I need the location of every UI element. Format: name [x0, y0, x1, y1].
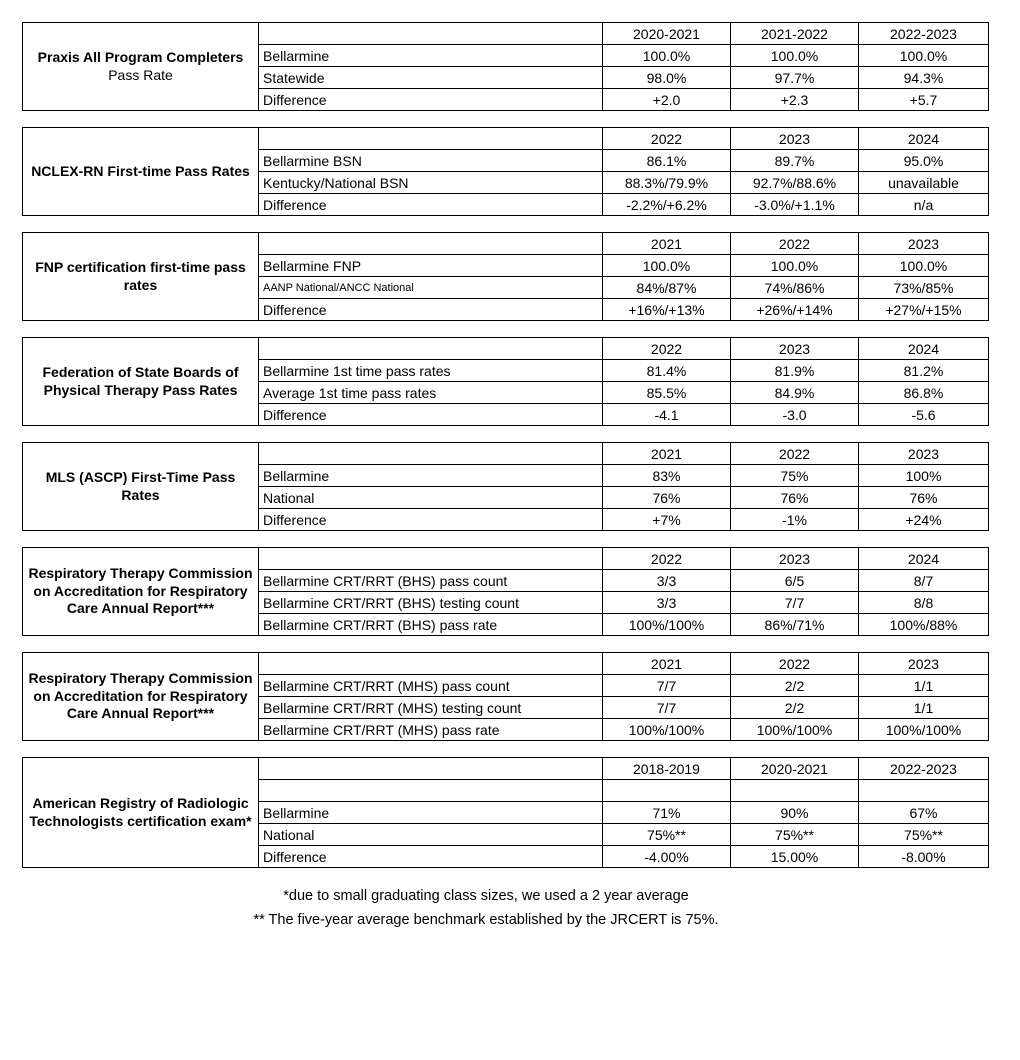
data-cell: +16%/+13% — [603, 299, 731, 321]
year-header: 2023 — [859, 653, 989, 675]
year-header: 2022-2023 — [859, 758, 989, 780]
block-label — [23, 23, 259, 111]
data-cell: 89.7% — [731, 150, 859, 172]
data-cell: 3/3 — [603, 592, 731, 614]
data-cell: 81.4% — [603, 360, 731, 382]
table-row — [23, 653, 989, 675]
data-cell: 100%/100% — [603, 719, 731, 741]
year-header: 2021 — [603, 653, 731, 675]
table-respiratory-therapy-bhs — [22, 547, 989, 636]
data-cell: 88.3%/79.9% — [603, 172, 731, 194]
data-cell: 100%/100% — [731, 719, 859, 741]
data-cell: 75%** — [731, 824, 859, 846]
row-label: Bellarmine CRT/RRT (MHS) pass count — [259, 675, 603, 697]
row-label: Difference — [259, 89, 603, 111]
data-cell: 1/1 — [859, 697, 989, 719]
data-cell: 100% — [859, 465, 989, 487]
table-nclex-rn-pass-rates — [22, 127, 989, 216]
row-label: Statewide — [259, 67, 603, 89]
data-cell: 84.9% — [731, 382, 859, 404]
empty-cell — [259, 653, 603, 675]
row-label: Kentucky/National BSN — [259, 172, 603, 194]
data-cell: 90% — [731, 802, 859, 824]
block-label: MLS (ASCP) First-Time Pass Rates — [23, 443, 259, 531]
data-cell: 100.0% — [603, 255, 731, 277]
row-label: Bellarmine CRT/RRT (BHS) pass count — [259, 570, 603, 592]
row-label: Bellarmine FNP — [259, 255, 603, 277]
data-cell: 83% — [603, 465, 731, 487]
year-header: 2021 — [603, 233, 731, 255]
data-cell: 81.2% — [859, 360, 989, 382]
data-cell: 86.8% — [859, 382, 989, 404]
row-label: Bellarmine CRT/RRT (MHS) testing count — [259, 697, 603, 719]
year-header: 2022-2023 — [859, 23, 989, 45]
data-cell: 76% — [731, 487, 859, 509]
data-cell: 95.0% — [859, 150, 989, 172]
data-cell: n/a — [859, 194, 989, 216]
table-row — [23, 23, 989, 45]
year-header: 2018-2019 — [603, 758, 731, 780]
data-cell: 94.3% — [859, 67, 989, 89]
data-cell: +7% — [603, 509, 731, 531]
row-label: Bellarmine — [259, 45, 603, 67]
empty-cell — [259, 233, 603, 255]
data-cell: 100%/88% — [859, 614, 989, 636]
year-header: 2020-2021 — [731, 758, 859, 780]
data-cell: -5.6 — [859, 404, 989, 426]
table-respiratory-therapy-mhs — [22, 652, 989, 741]
table-mls-ascp-pass-rates — [22, 442, 989, 531]
table-praxis-pass-rate — [22, 22, 989, 111]
table-row — [23, 443, 989, 465]
data-cell: 2/2 — [731, 675, 859, 697]
data-cell: 100.0% — [859, 255, 989, 277]
data-cell: -3.0 — [731, 404, 859, 426]
data-cell: 1/1 — [859, 675, 989, 697]
year-header: 2022 — [731, 233, 859, 255]
empty-cell — [259, 548, 603, 570]
table-row — [23, 128, 989, 150]
data-cell: 6/5 — [731, 570, 859, 592]
data-cell: 97.7% — [731, 67, 859, 89]
data-cell: 7/7 — [603, 697, 731, 719]
block-label-regular: Pass Rate — [108, 66, 173, 83]
empty-cell — [603, 780, 731, 802]
row-label: Bellarmine CRT/RRT (BHS) testing count — [259, 592, 603, 614]
data-cell: 100.0% — [731, 255, 859, 277]
data-cell: 86.1% — [603, 150, 731, 172]
year-header: 2023 — [731, 128, 859, 150]
table-physical-therapy-pass-rates — [22, 337, 989, 426]
year-header: 2022 — [603, 548, 731, 570]
row-label: Difference — [259, 404, 603, 426]
data-cell: 7/7 — [731, 592, 859, 614]
year-header: 2022 — [731, 443, 859, 465]
row-label: National — [259, 487, 603, 509]
data-cell: 74%/86% — [731, 277, 859, 299]
data-cell: 75%** — [859, 824, 989, 846]
footnotes — [22, 884, 990, 933]
block-label: Federation of State Boards of Physical Therapy Pass Rates — [23, 338, 259, 426]
row-label: Bellarmine BSN — [259, 150, 603, 172]
data-cell: 75% — [731, 465, 859, 487]
row-label: Difference — [259, 299, 603, 321]
year-header: 2021 — [603, 443, 731, 465]
empty-cell — [859, 780, 989, 802]
data-cell: 81.9% — [731, 360, 859, 382]
empty-cell — [259, 758, 603, 780]
year-header: 2023 — [859, 233, 989, 255]
row-label: AANP National/ANCC National — [259, 277, 603, 299]
year-header: 2022 — [603, 128, 731, 150]
row-label: Bellarmine — [259, 465, 603, 487]
row-label: Difference — [259, 509, 603, 531]
data-cell: 100%/100% — [603, 614, 731, 636]
year-header: 2020-2021 — [603, 23, 731, 45]
data-cell: -4.1 — [603, 404, 731, 426]
data-cell: -8.00% — [859, 846, 989, 868]
year-header: 2024 — [859, 338, 989, 360]
row-label: Average 1st time pass rates — [259, 382, 603, 404]
data-cell: 98.0% — [603, 67, 731, 89]
footnote-1: *due to small graduating class sizes, we used a 2 year average — [283, 888, 689, 904]
empty-cell — [731, 780, 859, 802]
data-cell: +26%/+14% — [731, 299, 859, 321]
data-cell: 100%/100% — [859, 719, 989, 741]
data-cell: 15.00% — [731, 846, 859, 868]
data-cell: 76% — [859, 487, 989, 509]
data-cell: unavailable — [859, 172, 989, 194]
row-label: Bellarmine CRT/RRT (MHS) pass rate — [259, 719, 603, 741]
data-cell: -1% — [731, 509, 859, 531]
data-cell: 100.0% — [603, 45, 731, 67]
year-header: 2023 — [731, 338, 859, 360]
year-header: 2024 — [859, 128, 989, 150]
row-label: Bellarmine CRT/RRT (BHS) pass rate — [259, 614, 603, 636]
data-cell: +2.3 — [731, 89, 859, 111]
block-label: FNP certification first-time pass rates — [23, 233, 259, 321]
empty-cell — [259, 128, 603, 150]
year-header: 2022 — [731, 653, 859, 675]
block-label: Respiratory Therapy Commission on Accreditation for Respiratory Care Annual Report*** — [23, 548, 259, 636]
row-label: National — [259, 824, 603, 846]
data-cell: 67% — [859, 802, 989, 824]
data-cell: 100.0% — [731, 45, 859, 67]
data-cell: 3/3 — [603, 570, 731, 592]
empty-cell — [259, 338, 603, 360]
block-label: American Registry of Radiologic Technologists certification exam* — [23, 758, 259, 868]
data-cell: 8/8 — [859, 592, 989, 614]
data-cell: 7/7 — [603, 675, 731, 697]
data-cell: 76% — [603, 487, 731, 509]
year-header: 2021-2022 — [731, 23, 859, 45]
empty-cell — [259, 23, 603, 45]
data-cell: -4.00% — [603, 846, 731, 868]
empty-cell — [259, 443, 603, 465]
block-label: NCLEX-RN First-time Pass Rates — [23, 128, 259, 216]
row-label: Difference — [259, 846, 603, 868]
data-cell: 73%/85% — [859, 277, 989, 299]
table-row — [23, 233, 989, 255]
data-cell: 86%/71% — [731, 614, 859, 636]
data-cell: +27%/+15% — [859, 299, 989, 321]
footnote-2: ** The five-year average benchmark established by the JRCERT is 75%. — [253, 912, 719, 929]
data-cell: +2.0 — [603, 89, 731, 111]
table-row — [23, 548, 989, 570]
table-row — [23, 338, 989, 360]
data-cell: 84%/87% — [603, 277, 731, 299]
empty-cell — [259, 780, 603, 802]
table-fnp-certification-pass-rates — [22, 232, 989, 321]
row-label: Difference — [259, 194, 603, 216]
data-cell: 75%** — [603, 824, 731, 846]
table-arrt-certification-exam — [22, 757, 989, 868]
data-cell: -2.2%/+6.2% — [603, 194, 731, 216]
block-label: Respiratory Therapy Commission on Accreditation for Respiratory Care Annual Report*** — [23, 653, 259, 741]
data-cell: 8/7 — [859, 570, 989, 592]
year-header: 2023 — [859, 443, 989, 465]
data-cell: 2/2 — [731, 697, 859, 719]
data-cell: +5.7 — [859, 89, 989, 111]
block-label-bold: Praxis All Program Completers — [37, 49, 244, 65]
data-cell: -3.0%/+1.1% — [731, 194, 859, 216]
data-cell: 100.0% — [859, 45, 989, 67]
year-header: 2023 — [731, 548, 859, 570]
data-cell: +24% — [859, 509, 989, 531]
year-header: 2022 — [603, 338, 731, 360]
row-label: Bellarmine — [259, 802, 603, 824]
year-header: 2024 — [859, 548, 989, 570]
table-row — [23, 758, 989, 780]
data-cell: 85.5% — [603, 382, 731, 404]
row-label: Bellarmine 1st time pass rates — [259, 360, 603, 382]
data-cell: 71% — [603, 802, 731, 824]
data-cell: 92.7%/88.6% — [731, 172, 859, 194]
